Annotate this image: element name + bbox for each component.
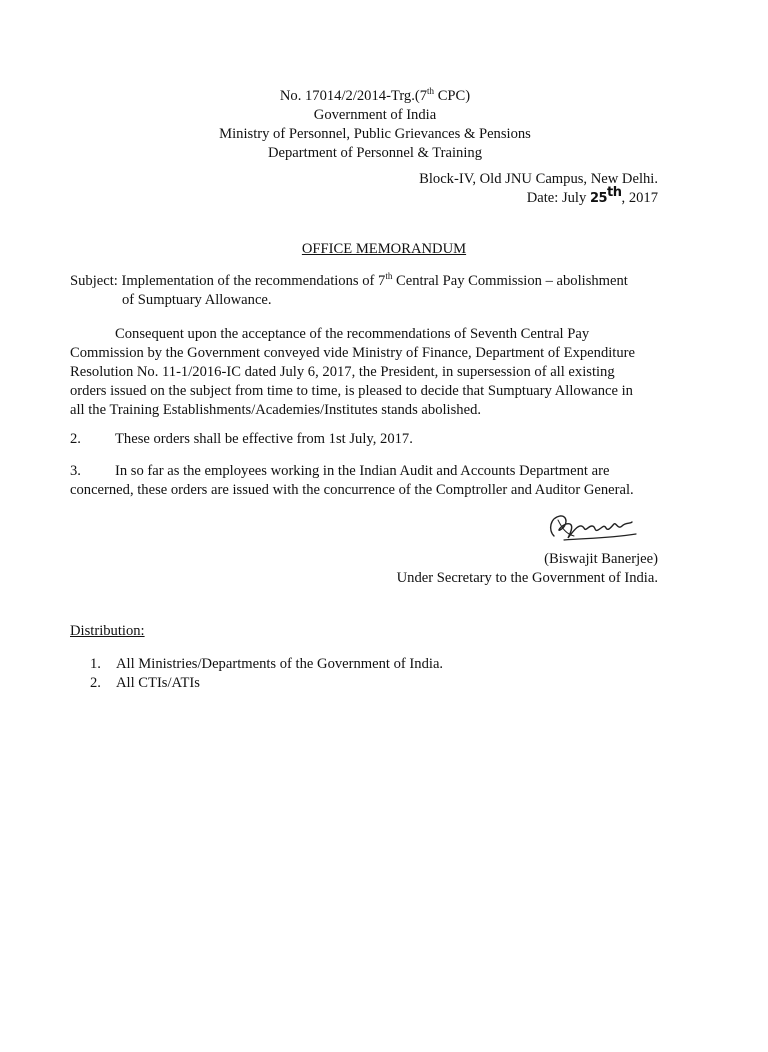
header-block: [170, 87, 580, 163]
memo-title: OFFICE MEMORANDUM: [301, 241, 467, 257]
signatory-block: [360, 550, 658, 588]
list-item: 2. All CTIs/ATIs: [90, 675, 200, 691]
paragraph-1-line: Resolution No. 11-1/2016-IC dated July 6, 2017, the President, in supersession of all existing: [70, 364, 615, 380]
subject-block: [70, 272, 670, 310]
paragraph-1: [70, 325, 658, 420]
signature-image: [544, 508, 644, 546]
list-item: 1. All Ministries/Departments of the Government of India.: [90, 656, 444, 672]
ministry-name: Ministry of Personnel, Public Grievances & Pensions: [219, 126, 531, 142]
paragraph-1-line: orders issued on the subject from time to time, is pleased to decide that Sumptuary Allowance in: [70, 383, 633, 399]
subject-line-1: Subject: Implementation of the recommendations of 7th Central Pay Commission – abolishment: [70, 271, 628, 289]
paragraph-2: [70, 430, 658, 449]
department-name: Department of Personnel & Training: [267, 145, 483, 161]
memo-date: Date: July 25th, 2017: [526, 185, 658, 206]
file-number: No. 17014/2/2014-Trg.(7th CPC): [279, 86, 471, 104]
paragraph-3: [70, 462, 658, 500]
subject-line-2: of Sumptuary Allowance.: [122, 292, 272, 308]
address-block: [360, 170, 658, 208]
government-name: Government of India: [313, 107, 437, 123]
paragraph-3-line-2: concerned, these orders are issued with the concurrence of the Comptroller and Auditor General.: [70, 482, 634, 498]
paragraph-3-line-1: 3. In so far as the employees working in the Indian Audit and Accounts Department are: [70, 463, 610, 479]
paragraph-2-number: 2.: [70, 431, 81, 447]
office-address: Block-IV, Old JNU Campus, New Delhi.: [419, 171, 658, 187]
signatory-name: (Biswajit Banerjee): [544, 551, 658, 567]
signatory-designation: Under Secretary to the Government of India.: [396, 570, 658, 586]
paragraph-2-text: These orders shall be effective from 1st July, 2017.: [115, 431, 413, 447]
distribution-heading: Distribution:: [70, 623, 145, 639]
signature-scrawl-icon: [544, 508, 644, 546]
paragraph-1-line: Commission by the Government conveyed vide Ministry of Finance, Department of Expenditure: [70, 345, 635, 361]
paragraph-1-line: all the Training Establishments/Academies/Institutes stands abolished.: [70, 402, 482, 418]
paragraph-1-line: Consequent upon the acceptance of the recommendations of Seventh Central Pay: [115, 326, 590, 342]
